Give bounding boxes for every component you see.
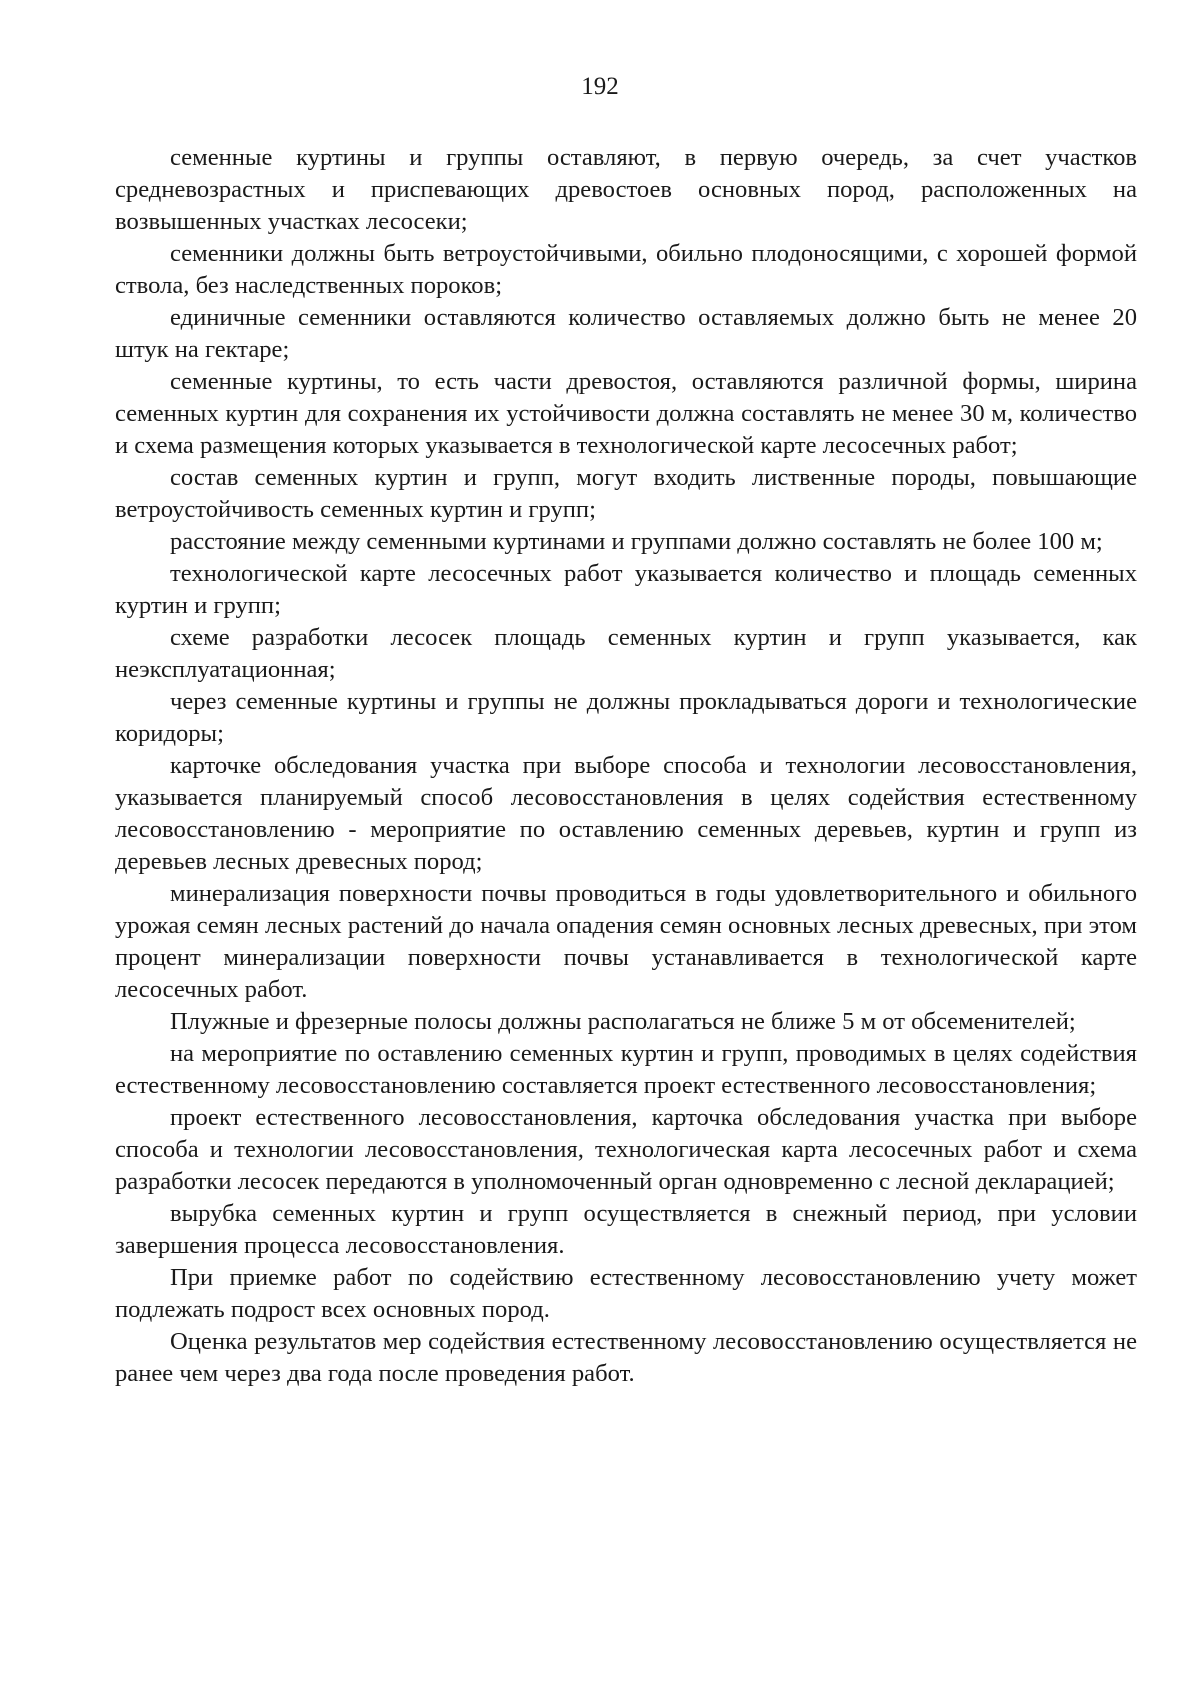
- document-body: [115, 142, 1137, 1390]
- page-number: 192: [581, 73, 619, 100]
- paragraph: состав семенных куртин и групп, могут входить лиственные породы, повышающие ветроустойчивость семенных куртин и групп;: [115, 464, 1137, 523]
- paragraph: на мероприятие по оставлению семенных куртин и групп, проводимых в целях содействия естественному лесовосстановлению составляется проект естественного лесовосстановления;: [115, 1040, 1137, 1099]
- paragraph: через семенные куртины и группы не должны прокладываться дороги и технологические коридоры;: [115, 688, 1137, 747]
- paragraph: семенные куртины, то есть части древостоя, оставляются различной формы, ширина семенных куртин для сохранения их устойчивости должна составлять не менее 30 м, количество и схема размещения которых указывается в технологической карте лесосечных работ;: [115, 368, 1137, 459]
- paragraph: минерализация поверхности почвы проводиться в годы удовлетворительного и обильного урожая семян лесных растений до начала опадения семян основных лесных древесных, при этом процент минерализации поверхности почвы устанавливается в технологической карте лесосечных работ.: [115, 880, 1137, 1003]
- paragraph: семенные куртины и группы оставляют, в первую очередь, за счет участков средневозрастных и приспевающих древостоев основных пород, расположенных на возвышенных участках лесосеки;: [115, 144, 1137, 235]
- paragraph: семенники должны быть ветроустойчивыми, обильно плодоносящими, с хорошей формой ствола, без наследственных пороков;: [115, 240, 1137, 299]
- paragraph: карточке обследования участка при выборе способа и технологии лесовосстановления, указывается планируемый способ лесовосстановления в целях содействия естественному лесовосстановлению - мероприятие по оставлению семенных деревьев, куртин и групп из деревьев лесных древесных пород;: [115, 752, 1137, 875]
- paragraph: технологической карте лесосечных работ указывается количество и площадь семенных куртин и групп;: [115, 560, 1137, 619]
- paragraph: Оценка результатов мер содействия естественному лесовосстановлению осуществляется не ранее чем через два года после проведения работ.: [115, 1328, 1137, 1387]
- paragraph: расстояние между семенными куртинами и группами должно составлять не более 100 м;: [170, 528, 1103, 555]
- paragraph: единичные семенники оставляются количество оставляемых должно быть не менее 20 штук на гектаре;: [115, 304, 1137, 363]
- paragraph: При приемке работ по содействию естественному лесовосстановлению учету может подлежать подрост всех основных пород.: [115, 1264, 1137, 1323]
- paragraph: схеме разработки лесосек площадь семенных куртин и групп указывается, как неэксплуатационная;: [115, 624, 1137, 683]
- paragraph: вырубка семенных куртин и групп осуществляется в снежный период, при условии завершения процесса лесовосстановления.: [115, 1200, 1137, 1259]
- paragraph: проект естественного лесовосстановления, карточка обследования участка при выборе способа и технологии лесовосстановления, технологическая карта лесосечных работ и схема разработки лесосек передаются в уполномоченный орган одновременно с лесной декларацией;: [115, 1104, 1137, 1195]
- paragraph: Плужные и фрезерные полосы должны располагаться не ближе 5 м от обсеменителей;: [170, 1008, 1076, 1035]
